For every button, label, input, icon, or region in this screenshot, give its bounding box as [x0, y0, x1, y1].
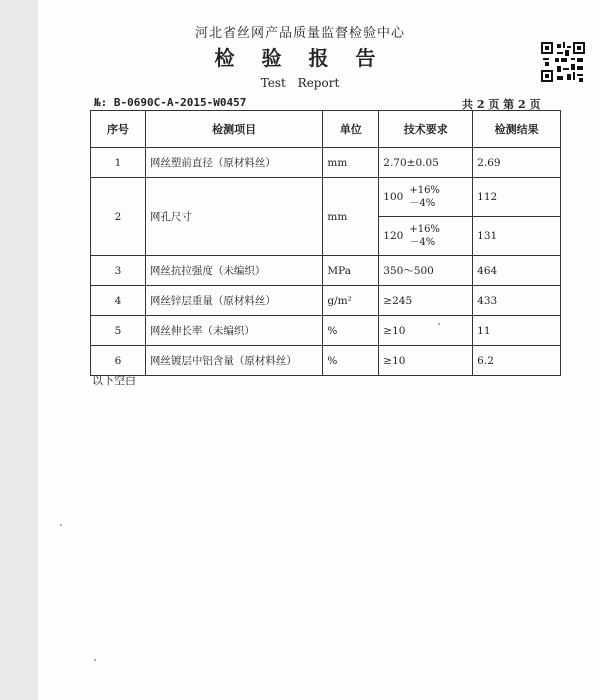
cell-result: 433: [473, 286, 561, 316]
cell-seq: 4: [91, 286, 146, 316]
cell-unit: mm: [323, 178, 379, 256]
cell-seq: 6: [91, 346, 146, 376]
tolerance-base: 120: [383, 230, 404, 242]
below-blank-note: 以下空白: [92, 374, 136, 387]
cell-item: 网孔尺寸: [145, 178, 322, 256]
cell-seq: 5: [91, 316, 146, 346]
table-row: [91, 346, 561, 376]
tolerance-plus: +16%: [409, 224, 440, 235]
tolerance-plus: +16%: [409, 185, 440, 196]
cell-result: 6.2: [473, 346, 561, 376]
table-row: [91, 256, 561, 286]
cell-result: 131: [473, 217, 561, 256]
cell-seq: 3: [91, 256, 146, 286]
cell-item: 网丝塑前直径（原材料丝）: [145, 148, 322, 178]
cell-item: 网丝锌层重量（原材料丝）: [145, 286, 322, 316]
paper-speck: [60, 524, 62, 526]
cell-unit: %: [323, 346, 379, 376]
test-results-table: [90, 110, 561, 376]
table-row: [91, 148, 561, 178]
cell-unit: g/m²: [323, 286, 379, 316]
tolerance-base: 100: [383, 191, 404, 203]
cell-requirement: [379, 178, 473, 217]
cell-requirement: [379, 217, 473, 256]
page-info: 共 2 页 第 2 页: [462, 98, 541, 111]
tolerance-value: [383, 223, 440, 249]
cell-requirement: ≥245: [379, 286, 473, 316]
tolerance-value: [383, 184, 440, 210]
tolerance-minus: －4%: [409, 198, 436, 209]
table-row: [91, 178, 561, 217]
cell-item: 网丝伸长率（未编织）: [145, 316, 322, 346]
cell-item: 网丝抗拉强度（未编织）: [145, 256, 322, 286]
header-seq: 序号: [91, 111, 146, 148]
tolerance-minus: －4%: [409, 237, 436, 248]
table-row: [91, 286, 561, 316]
organization-name: 河北省丝网产品质量监督检验中心: [194, 26, 405, 41]
cell-requirement: ≥10: [379, 346, 473, 376]
header-item: 检测项目: [145, 111, 322, 148]
table-row: [91, 316, 561, 346]
report-subtitle: Test Report: [260, 76, 340, 90]
report-title: 检 验 报 告: [214, 46, 386, 70]
cell-requirement: 350～500: [379, 256, 473, 286]
cell-unit: mm: [323, 148, 379, 178]
header-result: 检测结果: [473, 111, 561, 148]
cell-seq: 2: [91, 178, 146, 256]
paper-speck: [438, 323, 440, 325]
header-unit: 单位: [323, 111, 379, 148]
header-requirement: 技术要求: [379, 111, 473, 148]
cell-result: 464: [473, 256, 561, 286]
paper-speck: [94, 659, 96, 661]
qr-code-icon: [541, 42, 585, 82]
cell-result: 11: [473, 316, 561, 346]
table-header-row: [91, 111, 561, 148]
report-number: №: B-0690C-A-2015-W0457: [94, 96, 247, 109]
cell-unit: MPa: [323, 256, 379, 286]
cell-unit: %: [323, 316, 379, 346]
cell-result: 2.69: [473, 148, 561, 178]
cell-seq: 1: [91, 148, 146, 178]
cell-result: 112: [473, 178, 561, 217]
cell-requirement: 2.70±0.05: [379, 148, 473, 178]
cell-item: 网丝镀层中铝含量（原材料丝）: [145, 346, 322, 376]
cell-requirement: ≥10: [379, 316, 473, 346]
